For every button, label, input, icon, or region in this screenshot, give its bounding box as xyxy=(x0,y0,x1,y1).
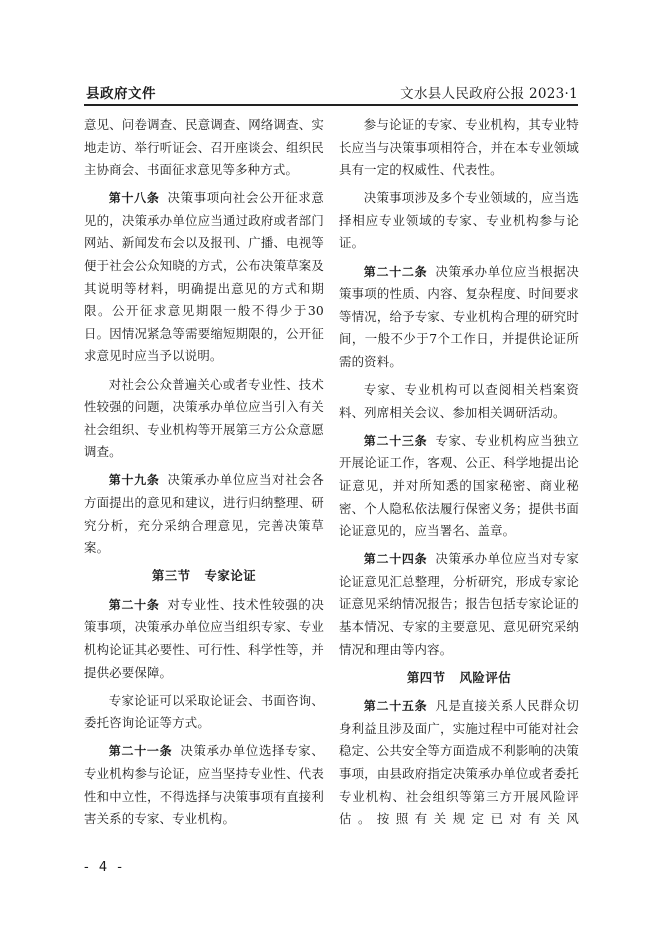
header-divider xyxy=(84,104,578,106)
paragraph: 参与论证的专家、专业机构，其专业特长应当与决策事项相符合，并在本专业领域具有一定的权威性、代表性。 xyxy=(339,117,579,178)
section-title: 专家论证 xyxy=(204,568,257,584)
article-24 xyxy=(339,548,579,661)
article-text: 决策承办单位应当对社会各方面提出的意见和建议，进行归纳整理、研究分析，充分采纳合理意见，完善决策草案。 xyxy=(84,472,324,556)
section-heading xyxy=(84,565,324,588)
article-text: 对专业性、技术性较强的决策事项，决策承办单位应当组织专家、专业机构论证其必要性、可行性、科学性等，并提供必要保障。 xyxy=(84,596,324,680)
article-title: 第二十二条 xyxy=(363,264,428,279)
paragraph: 对社会公众普遍关心或者专业性、技术性较强的问题，决策承办单位应当引入有关社会组织、专业机构等开展第三方公众意愿调查。 xyxy=(84,376,324,460)
paragraph: 专家论证可以采取论证会、书面咨询、委托咨询论证等方式。 xyxy=(84,692,324,731)
article-text: 决策承办单位应当对专家论证意见汇总整理，分析研究，形成专家论证意见采纳情况报告；报告包括专家论证的基本情况、专家的主要意见、意见研究采纳情况和理由等内容。 xyxy=(339,551,579,657)
article-title: 第十九条 xyxy=(108,473,160,488)
publication-section-label: 县政府文件 xyxy=(86,86,156,102)
article-25 xyxy=(339,695,579,831)
article-text: 决策事项向社会公开征求意见的，决策承办单位应当通过政府或者部门网站、新闻发布会以及报刊、广播、电视等便于社会公众知晓的方式，公布决策草案及其说明等材料，明确提出意见的方式和期限。公开征求意见期限一般不得少于30日。因情况紧急等需要缩短期限的，公开征求意见时应当予以说明。 xyxy=(84,190,324,364)
article-23 xyxy=(339,430,579,543)
article-text: 决策承办单位应当根据决策事项的性质、内容、复杂程度、时间要求等情况，给予专家、专业机构合理的研究时间，一般不少于7个工作日，并提供论证所需的资料。 xyxy=(339,263,579,369)
article-21 xyxy=(84,740,324,830)
article-title: 第二十一条 xyxy=(108,744,173,759)
section-number: 第三节 xyxy=(151,568,191,584)
left-column xyxy=(84,114,324,836)
article-title: 第二十三条 xyxy=(363,433,428,448)
article-title: 第二十五条 xyxy=(363,699,428,714)
article-text: 决策承办单位选择专家、专业机构参与论证，应当坚持专业性、代表性和中立性，不得选择与决策事项有直接利害关系的专家、专业机构。 xyxy=(84,743,324,827)
article-title: 第十八条 xyxy=(108,191,160,206)
article-title: 第二十条 xyxy=(108,597,160,612)
article-text: 凡是直接关系人民群众切身利益且涉及面广，实施过程中可能对社会稳定、公共安全等方面造成不利影响的决策事项，由县政府指定决策承办单位或者委托专业机构、社会组织等第三方开展风险评估。按照有关规定已对有关风 xyxy=(339,698,579,827)
paragraph: 专家、专业机构可以查阅相关档案资料、列席相关会议、参加相关调研活动。 xyxy=(339,382,579,420)
article-19 xyxy=(84,469,324,559)
article-22 xyxy=(339,261,579,374)
page-number: - 4 - xyxy=(84,860,125,875)
section-heading xyxy=(339,667,579,690)
right-column xyxy=(339,114,579,836)
article-18 xyxy=(84,187,324,368)
article-20 xyxy=(84,594,324,684)
paragraph: 决策事项涉及多个专业领域的，应当选择相应专业领域的专家、专业机构参与论证。 xyxy=(339,190,579,251)
publication-title: 文水县人民政府公报 2023·1 xyxy=(400,86,578,102)
section-number: 第四节 xyxy=(406,669,446,685)
section-title: 风险评估 xyxy=(459,669,512,685)
article-title: 第二十四条 xyxy=(363,552,428,567)
article-text: 专家、专业机构应当独立开展论证工作，客观、公正、科学地提出论证意见，并对所知悉的国家秘密、商业秘密、个人隐私依法履行保密义务；提供书面论证意见的，应当署名、盖章。 xyxy=(339,432,579,539)
paragraph: 意见、问卷调查、民意调查、网络调查、实地走访、举行听证会、召开座谈会、组织民主协商会、书面征求意见等多种方式。 xyxy=(84,117,324,178)
